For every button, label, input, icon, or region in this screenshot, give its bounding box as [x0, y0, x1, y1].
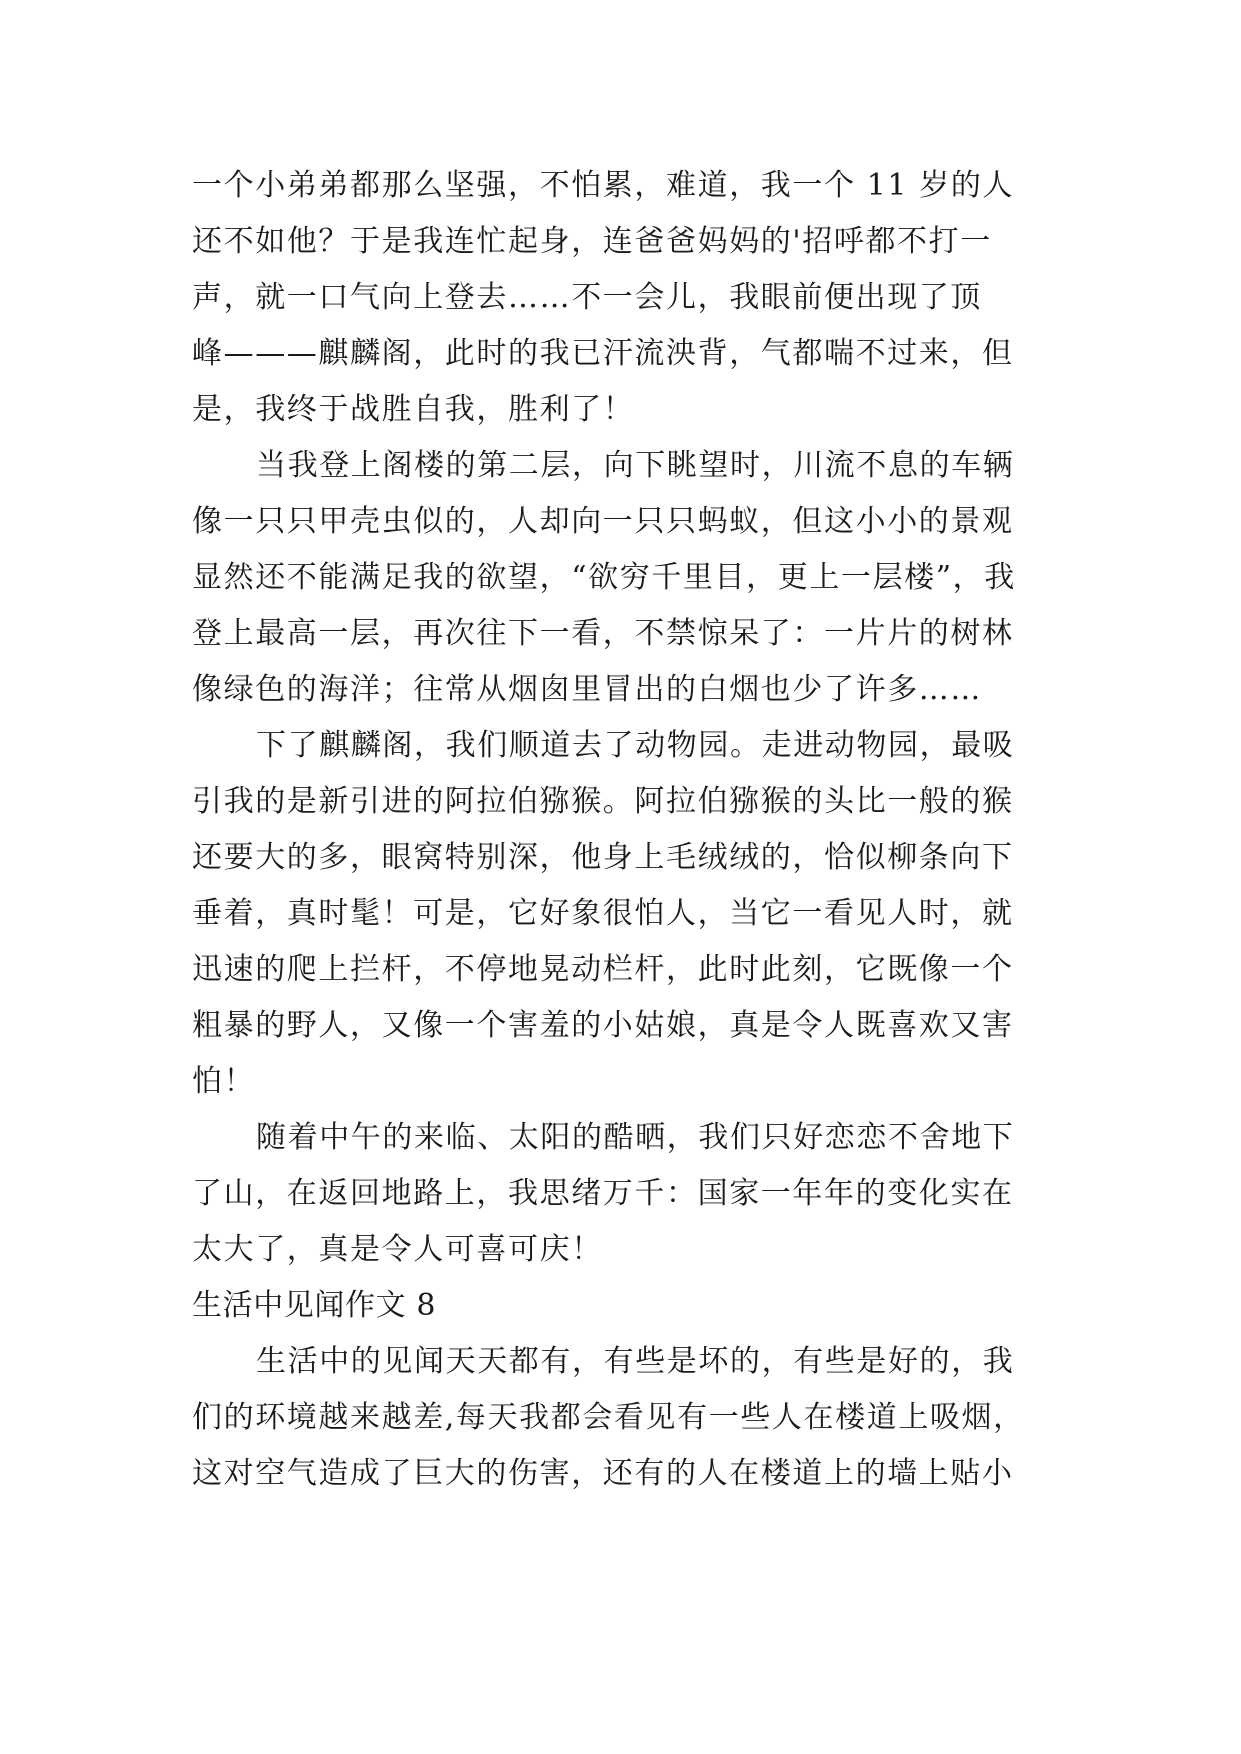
text-line: 们的环境越来越差,每天我都会看见有一些人在楼道上吸烟， [192, 1400, 1025, 1435]
text-line: 了山，在返回地路上，我思绪万千：国家一年年的变化实在 [192, 1176, 1014, 1211]
text-line: 一个小弟弟都那么坚强，不怕累，难道，我一个 11 岁的人 [192, 168, 1015, 203]
text-line: 垂着，真时髦！可是，它好象很怕人，当它一看见人时，就 [192, 896, 1014, 931]
essay-text [192, 158, 1047, 1502]
text-line: 迅速的爬上拦杆，不停地晃动栏杆，此时此刻，它既像一个 [192, 952, 1014, 987]
section-heading: 生活中见闻作文 8 [192, 1288, 437, 1323]
text-line: 这对空气造成了巨大的伤害，还有的人在楼道上的墙上贴小 [192, 1456, 1014, 1491]
text-line: 像绿色的海洋；往常从烟囱里冒出的白烟也少了许多…… [192, 672, 982, 707]
text-line: 还要大的多，眼窝特别深，他身上毛绒绒的，恰似柳条向下 [192, 840, 1014, 875]
text-line: 太大了，真是令人可喜可庆！ [192, 1232, 603, 1267]
text-line: 粗暴的野人，又像一个害羞的小姑娘，真是令人既喜欢又害 [192, 1008, 1014, 1043]
paragraph-start-line: 当我登上阁楼的第二层，向下眺望时，川流不息的车辆 [256, 448, 1015, 483]
paragraph-start-line: 生活中的见闻天天都有，有些是坏的，有些是好的，我 [256, 1344, 1015, 1379]
text-line: 引我的是新引进的阿拉伯猕猴。阿拉伯猕猴的头比一般的猴 [192, 784, 1014, 819]
text-line: 登上最高一层，再次往下一看，不禁惊呆了：一片片的树林 [192, 616, 1014, 651]
paragraph-start-line: 随着中午的来临、太阳的酷晒，我们只好恋恋不舍地下 [256, 1120, 1015, 1155]
text-line: 是，我终于战胜自我，胜利了！ [192, 392, 635, 427]
text-line: 峰———麒麟阁，此时的我已汗流泱背，气都喘不过来，但 [192, 336, 1014, 371]
text-line: 显然还不能满足我的欲望，“欲穷千里目，更上一层楼”，我 [192, 560, 1016, 595]
text-line: 像一只只甲壳虫似的，人却向一只只蚂蚁，但这小小的景观 [192, 504, 1014, 539]
paragraph-start-line: 下了麒麟阁，我们顺道去了动物园。走进动物园，最吸 [256, 728, 1015, 763]
text-line: 声，就一口气向上登去……不一会儿，我眼前便出现了顶 [192, 280, 982, 315]
text-line: 怕！ [192, 1064, 256, 1099]
text-line: 还不如他？于是我连忙起身，连爸爸妈妈的'招呼都不打一 [192, 224, 992, 259]
